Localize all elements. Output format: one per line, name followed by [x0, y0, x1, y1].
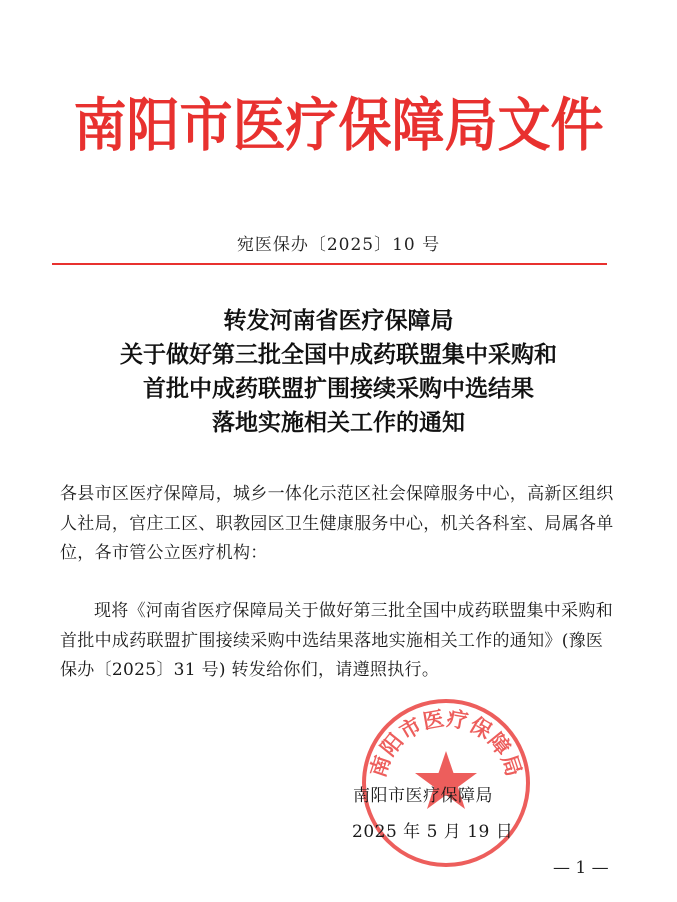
addressee-paragraph: 各县市区医疗保障局，城乡一体化示范区社会保障服务中心，高新区组织人社局，官庄工区、职教园区卫生健康服务中心，机关各科室、局属各单位，各市管公立医疗机构：: [60, 484, 614, 563]
title-line-4: 落地实施相关工作的通知: [212, 410, 465, 436]
signing-date: 2025 年 5 月 19 日: [352, 822, 514, 842]
title-line-1: 转发河南省医疗保障局: [223, 308, 454, 334]
seal-text: 南阳市医疗保障局: [365, 706, 527, 781]
signing-organization: 南阳市医疗保障局: [353, 786, 493, 806]
document-title: [0, 304, 677, 440]
red-divider-line: [52, 263, 607, 265]
title-line-3: 首批中成药联盟扩围接续采购中选结果: [143, 376, 534, 402]
title-line-2: 关于做好第三批全国中成药联盟集中采购和: [120, 342, 557, 368]
page-number: — 1 —: [553, 858, 609, 878]
content-paragraph: 现将《河南省医疗保障局关于做好第三批全国中成药联盟集中采购和首批中成药联盟扩围接续采购中选结果落地实施相关工作的通知》(豫医保办〔2025〕31 号) 转发给你们，请遵照执行。: [60, 601, 613, 680]
document-number: 宛医保办〔2025〕10 号: [236, 235, 441, 255]
masthead-title: 南阳市医疗保障局文件: [73, 93, 604, 159]
